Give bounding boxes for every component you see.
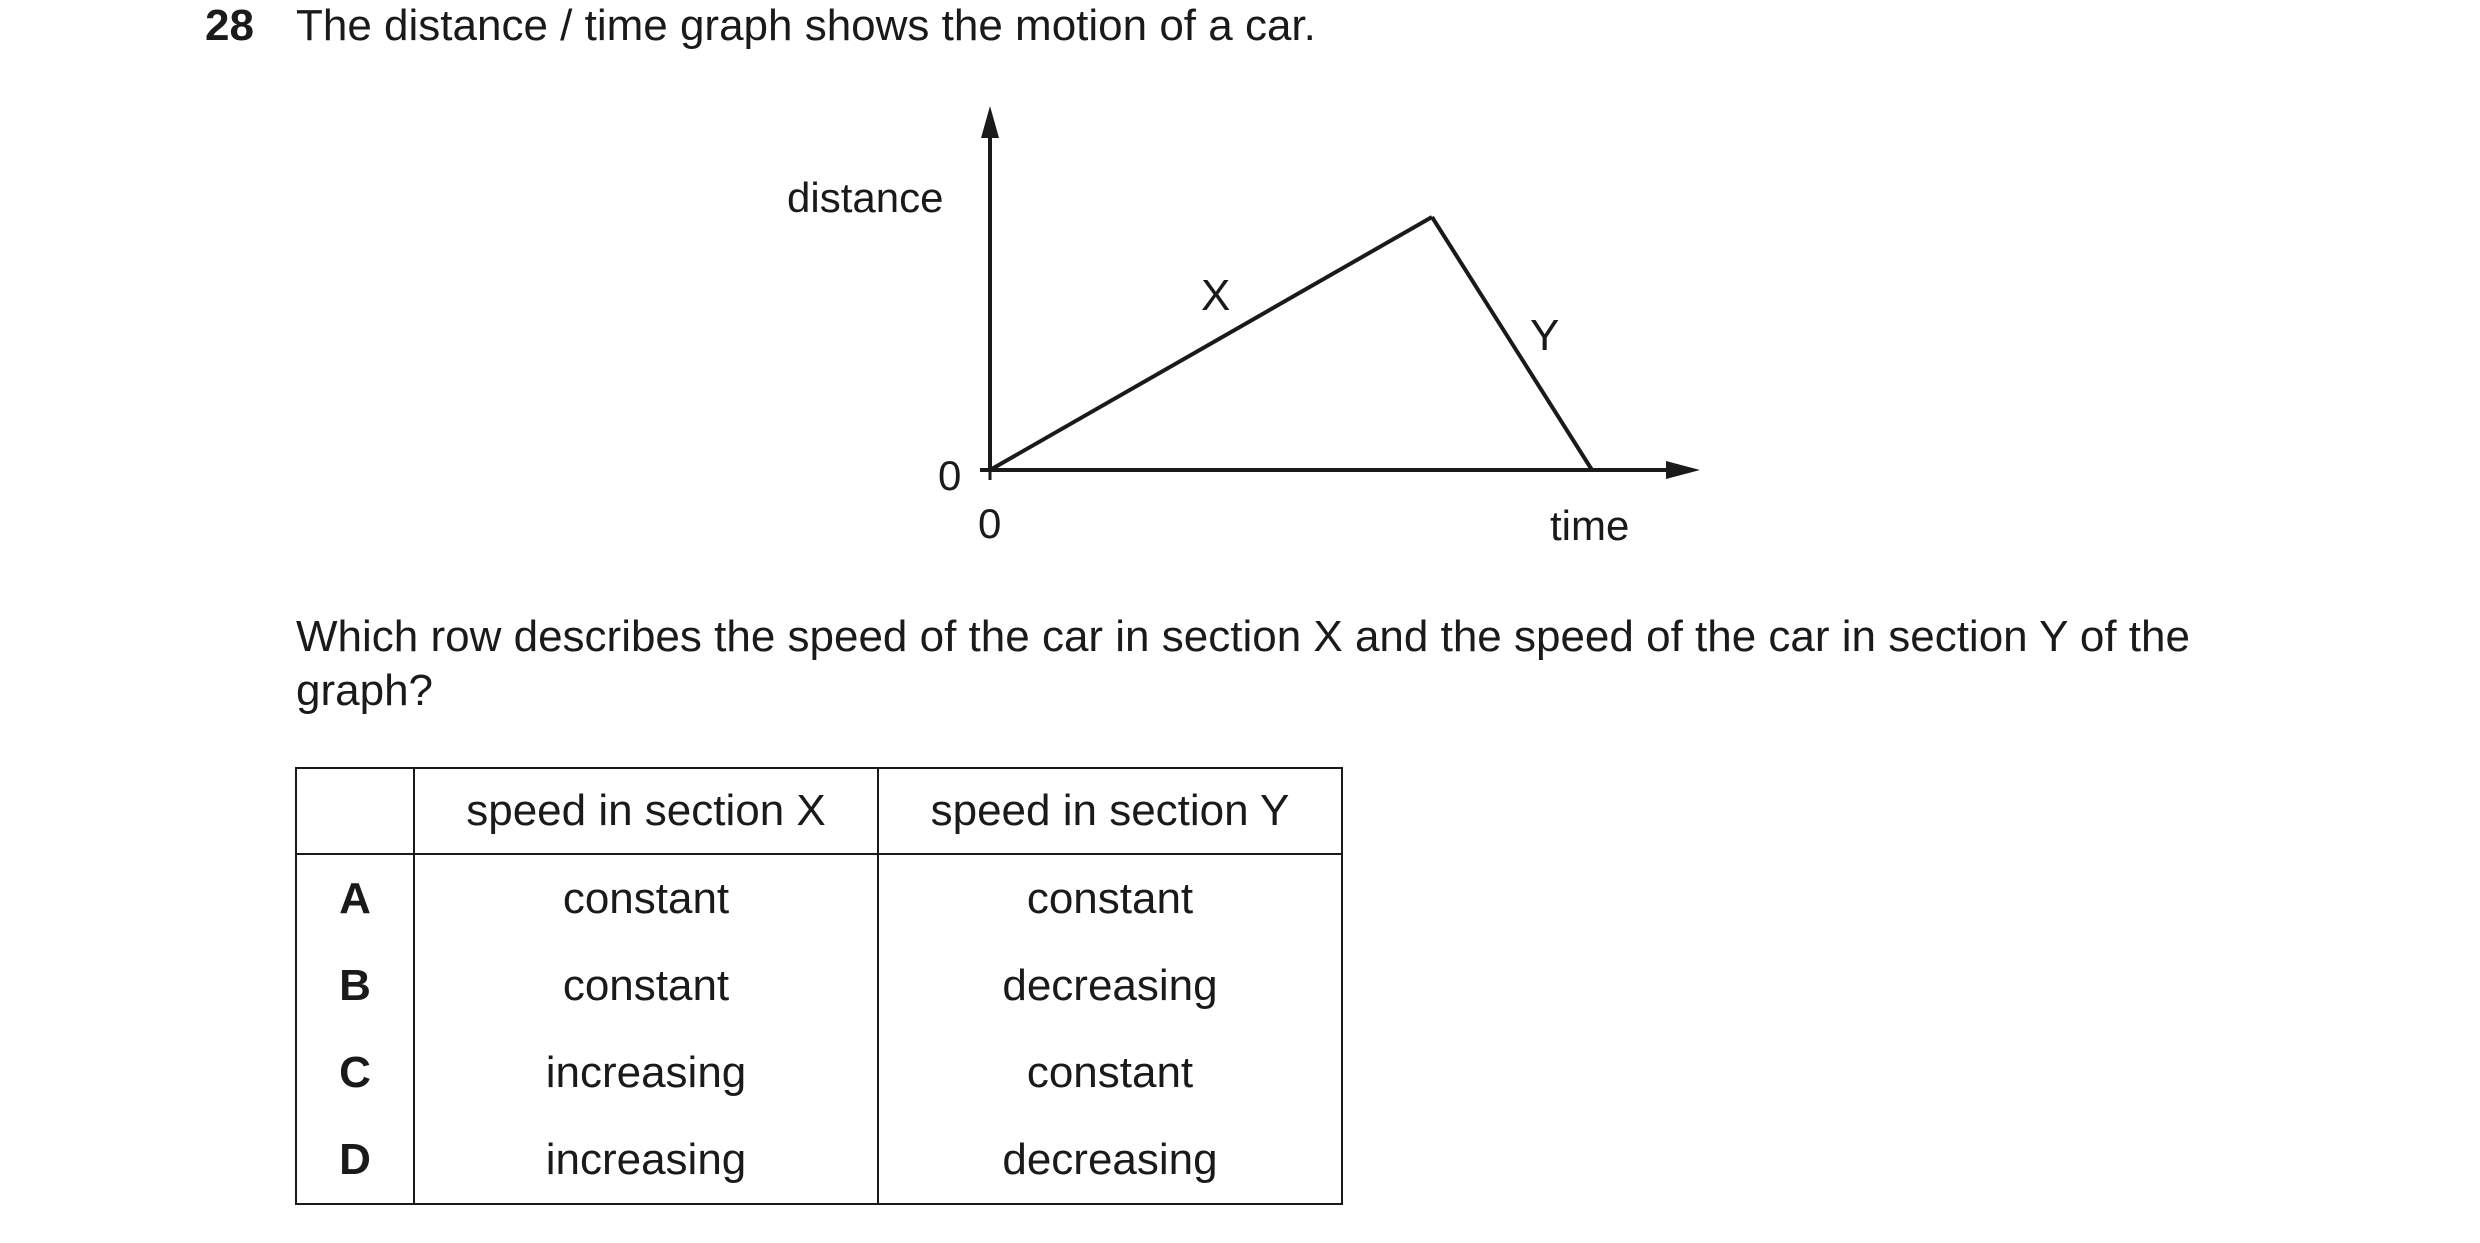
speed-x-cell: constant: [414, 942, 878, 1029]
y-axis-label: distance: [787, 174, 944, 221]
answer-options-table: [295, 767, 1343, 1205]
option-letter: C: [296, 1029, 414, 1116]
header-speed-x: speed in section X: [414, 768, 878, 854]
section-x-label: X: [1201, 271, 1231, 320]
table-row[interactable]: [296, 854, 1342, 942]
header-blank: [296, 768, 414, 854]
table-row[interactable]: [296, 942, 1342, 1029]
x-origin-label: 0: [978, 500, 1002, 547]
option-letter: D: [296, 1116, 414, 1204]
question-stem: The distance / time graph shows the motion of a car.: [296, 1, 1316, 50]
section-y-label: Y: [1530, 311, 1560, 360]
y-axis-arrow-icon: [981, 106, 999, 138]
speed-y-cell: decreasing: [878, 1116, 1342, 1204]
distance-time-graph: [0, 0, 2480, 600]
table-row[interactable]: [296, 1116, 1342, 1204]
speed-y-cell: decreasing: [878, 942, 1342, 1029]
table-row[interactable]: [296, 1029, 1342, 1116]
speed-y-cell: constant: [878, 1029, 1342, 1116]
option-letter: B: [296, 942, 414, 1029]
y-origin-label: 0: [938, 452, 962, 499]
header-speed-y: speed in section Y: [878, 768, 1342, 854]
question-prompt: Which row describes the speed of the car in section X and the speed of the car in section Y of the graph?: [296, 612, 2190, 715]
speed-x-cell: increasing: [414, 1029, 878, 1116]
option-letter: A: [296, 854, 414, 942]
speed-y-cell: constant: [878, 854, 1342, 942]
speed-x-cell: increasing: [414, 1116, 878, 1204]
x-axis-label: time: [1550, 502, 1630, 549]
x-axis-arrow-icon: [1666, 461, 1700, 479]
question-number: 28: [205, 1, 254, 50]
section-y-line: [1432, 217, 1592, 470]
table-header-row: [296, 768, 1342, 854]
speed-x-cell: constant: [414, 854, 878, 942]
section-x-line: [990, 217, 1432, 470]
